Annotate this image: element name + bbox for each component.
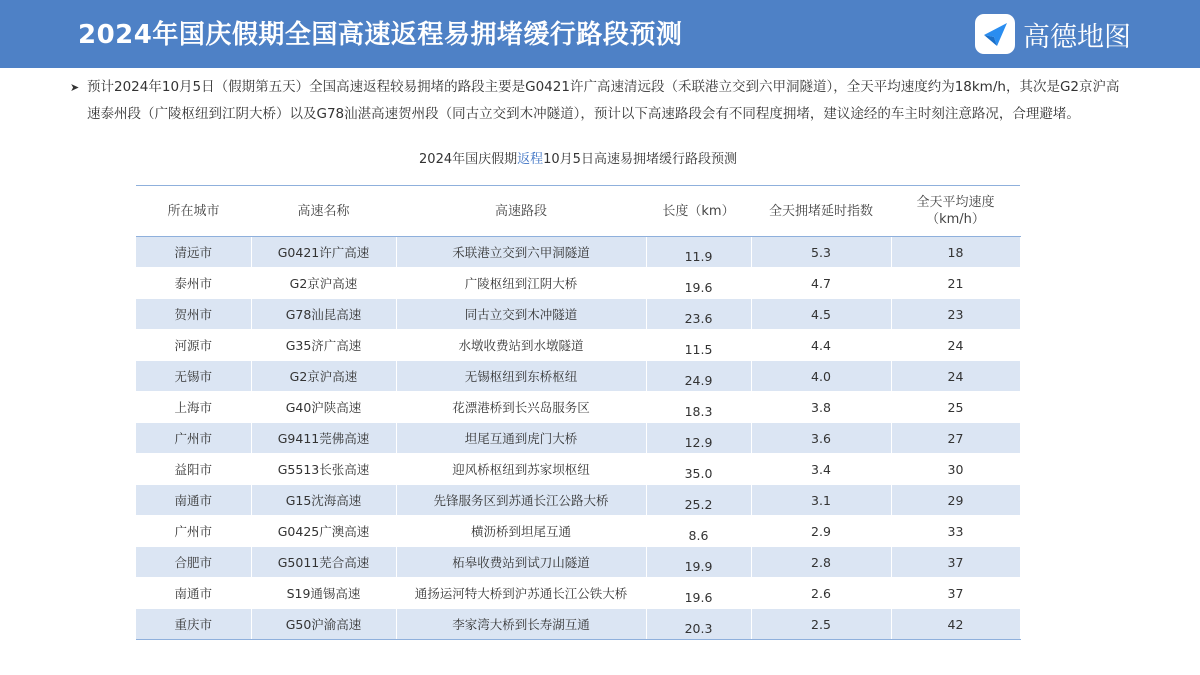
cell-highway: G2京沪高速 <box>251 268 396 299</box>
column-header: 高速名称 <box>251 186 396 237</box>
cell-length: 24.9 <box>646 361 751 392</box>
cell-delay-index: 2.9 <box>751 516 891 547</box>
cell-speed: 25 <box>891 392 1020 423</box>
cell-highway: G5011芜合高速 <box>251 547 396 578</box>
cell-city: 清远市 <box>136 237 251 268</box>
cell-highway: G35济广高速 <box>251 330 396 361</box>
cell-section: 同古立交到木冲隧道 <box>396 299 646 330</box>
cell-section: 通扬运河特大桥到沪苏通长江公铁大桥 <box>396 578 646 609</box>
intro-paragraph <box>70 74 1130 128</box>
column-header: 高速路段 <box>396 186 646 237</box>
cell-city: 广州市 <box>136 516 251 547</box>
cell-delay-index: 3.6 <box>751 423 891 454</box>
cell-section: 广陵枢纽到江阴大桥 <box>396 268 646 299</box>
page-title: 2024年国庆假期全国高速返程易拥堵缓行路段预测 <box>78 20 683 50</box>
column-header: 全天拥堵延时指数 <box>751 186 891 237</box>
cell-delay-index: 4.0 <box>751 361 891 392</box>
table-row <box>136 392 1020 423</box>
cell-highway: G40沪陕高速 <box>251 392 396 423</box>
table-row <box>136 609 1020 640</box>
cell-length: 8.6 <box>646 516 751 547</box>
column-header: 全天平均速度 （km/h） <box>891 186 1020 237</box>
cell-length: 25.2 <box>646 485 751 516</box>
table-row <box>136 268 1020 299</box>
table-row <box>136 454 1020 485</box>
caption-highlight: 返程 <box>517 152 544 167</box>
table-row <box>136 423 1020 454</box>
cell-highway: G50沪渝高速 <box>251 609 396 640</box>
cell-delay-index: 3.1 <box>751 485 891 516</box>
cell-section: 李家湾大桥到长寿湖互通 <box>396 609 646 640</box>
cell-length: 19.6 <box>646 268 751 299</box>
cell-delay-index: 2.8 <box>751 547 891 578</box>
cell-highway: S19通锡高速 <box>251 578 396 609</box>
cell-speed: 18 <box>891 237 1020 268</box>
column-header: 长度（km） <box>646 186 751 237</box>
logo-text: 高德地图 <box>1023 21 1131 53</box>
cell-delay-index: 5.3 <box>751 237 891 268</box>
cell-highway: G78汕昆高速 <box>251 299 396 330</box>
cell-speed: 30 <box>891 454 1020 485</box>
cell-city: 广州市 <box>136 423 251 454</box>
navigation-arrow-icon <box>975 14 1015 54</box>
cell-length: 20.3 <box>646 609 751 640</box>
header-bar <box>0 0 1200 68</box>
triangle-bullet-icon: ➤ <box>70 81 80 94</box>
cell-length: 19.6 <box>646 578 751 609</box>
congestion-table <box>136 185 1021 640</box>
table-row <box>136 516 1020 547</box>
caption-before: 2024年国庆假期 <box>419 152 518 167</box>
cell-city: 重庆市 <box>136 609 251 640</box>
cell-speed: 27 <box>891 423 1020 454</box>
cell-city: 南通市 <box>136 485 251 516</box>
cell-highway: G2京沪高速 <box>251 361 396 392</box>
amap-logo <box>975 14 1131 54</box>
cell-city: 合肥市 <box>136 547 251 578</box>
cell-length: 11.5 <box>646 330 751 361</box>
table-row <box>136 578 1020 609</box>
cell-speed: 37 <box>891 547 1020 578</box>
cell-section: 花漂港桥到长兴岛服务区 <box>396 392 646 423</box>
cell-section: 无锡枢纽到东桥枢纽 <box>396 361 646 392</box>
cell-highway: G15沈海高速 <box>251 485 396 516</box>
cell-section: 禾联港立交到六甲洞隧道 <box>396 237 646 268</box>
cell-highway: G0421许广高速 <box>251 237 396 268</box>
table-row <box>136 237 1020 268</box>
cell-delay-index: 4.7 <box>751 268 891 299</box>
cell-section: 先锋服务区到苏通长江公路大桥 <box>396 485 646 516</box>
cell-section: 横沥桥到坦尾互通 <box>396 516 646 547</box>
table-caption <box>136 148 1020 167</box>
cell-section: 水墩收费站到水墩隧道 <box>396 330 646 361</box>
cell-section: 坦尾互通到虎门大桥 <box>396 423 646 454</box>
cell-city: 南通市 <box>136 578 251 609</box>
table-header-row <box>136 186 1020 237</box>
cell-city: 泰州市 <box>136 268 251 299</box>
cell-length: 12.9 <box>646 423 751 454</box>
cell-city: 无锡市 <box>136 361 251 392</box>
cell-delay-index: 2.6 <box>751 578 891 609</box>
cell-highway: G9411莞佛高速 <box>251 423 396 454</box>
cell-speed: 24 <box>891 361 1020 392</box>
cell-speed: 33 <box>891 516 1020 547</box>
cell-section: 迎风桥枢纽到苏家坝枢纽 <box>396 454 646 485</box>
table-row <box>136 299 1020 330</box>
cell-section: 柘皋收费站到试刀山隧道 <box>396 547 646 578</box>
cell-speed: 21 <box>891 268 1020 299</box>
cell-highway: G5513长张高速 <box>251 454 396 485</box>
column-header: 所在城市 <box>136 186 251 237</box>
intro-text: 预计2024年10月5日（假期第五天）全国高速返程较易拥堵的路段主要是G0421许广高速清远段（禾联港立交到六甲洞隧道），全天平均速度约为18km/h，其次是G2京沪高速泰州段（广陵枢纽到江阴大桥）以及G78汕湛高速贺州段（同古立交到木冲隧道），预计以下高速路段会有不同程度拥堵，建议途经的车主时刻注意路况，合理避堵。 <box>87 79 1120 122</box>
cell-city: 益阳市 <box>136 454 251 485</box>
cell-length: 19.9 <box>646 547 751 578</box>
cell-highway: G0425广澳高速 <box>251 516 396 547</box>
cell-length: 11.9 <box>646 237 751 268</box>
cell-speed: 24 <box>891 330 1020 361</box>
cell-length: 35.0 <box>646 454 751 485</box>
caption-after: 10月5日高速易拥堵缓行路段预测 <box>543 152 737 167</box>
cell-city: 上海市 <box>136 392 251 423</box>
table-row <box>136 547 1020 578</box>
cell-speed: 29 <box>891 485 1020 516</box>
cell-delay-index: 3.8 <box>751 392 891 423</box>
cell-speed: 23 <box>891 299 1020 330</box>
table-row <box>136 485 1020 516</box>
cell-city: 贺州市 <box>136 299 251 330</box>
cell-length: 18.3 <box>646 392 751 423</box>
cell-city: 河源市 <box>136 330 251 361</box>
cell-length: 23.6 <box>646 299 751 330</box>
cell-speed: 37 <box>891 578 1020 609</box>
table-row <box>136 330 1020 361</box>
cell-delay-index: 4.4 <box>751 330 891 361</box>
cell-delay-index: 4.5 <box>751 299 891 330</box>
cell-speed: 42 <box>891 609 1020 640</box>
cell-delay-index: 3.4 <box>751 454 891 485</box>
cell-delay-index: 2.5 <box>751 609 891 640</box>
table-row <box>136 361 1020 392</box>
